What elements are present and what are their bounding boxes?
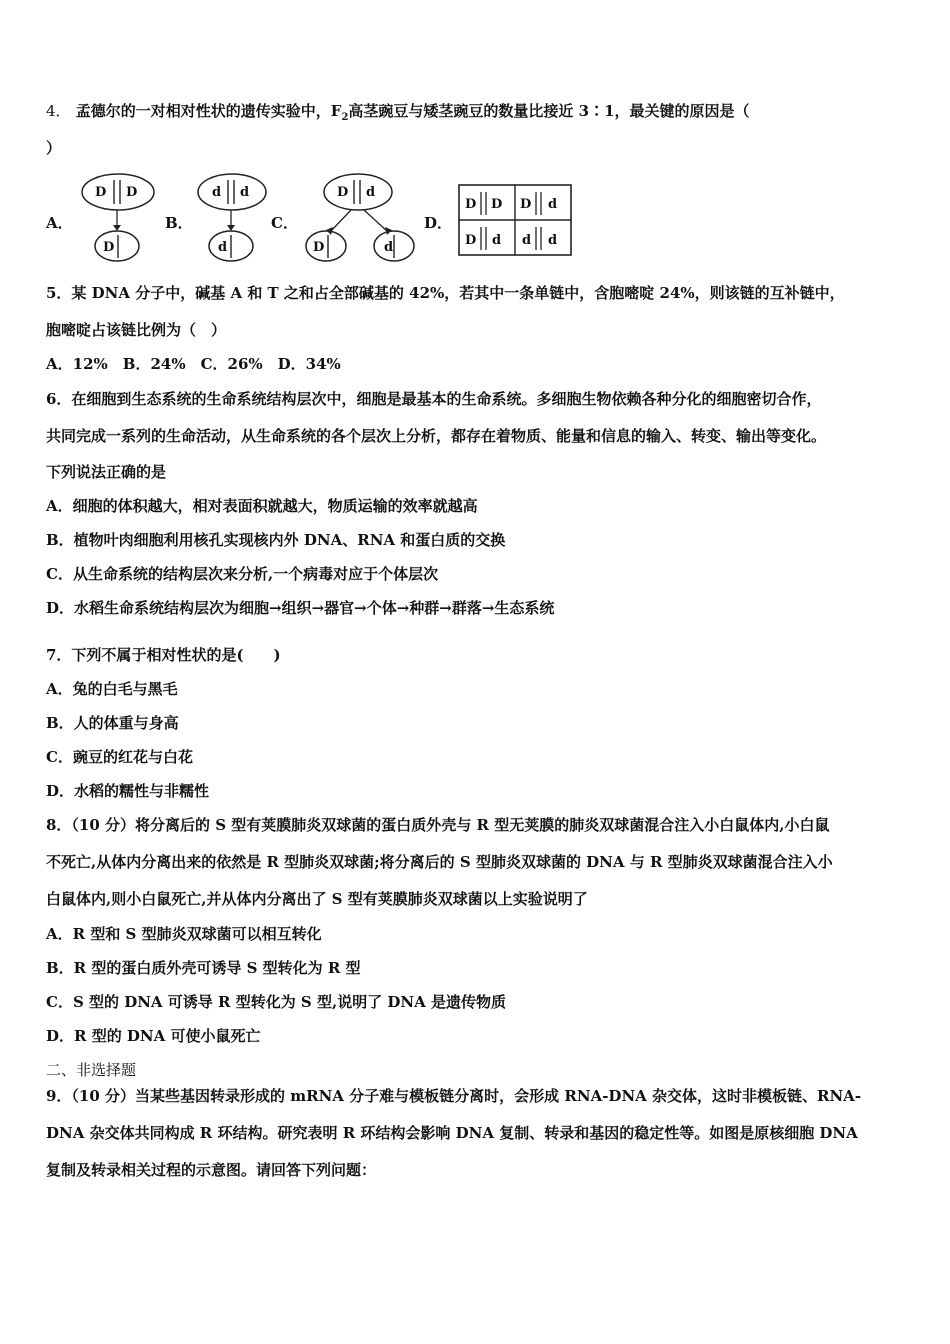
section-2-heading: 二、非选择题: [46, 1061, 137, 1079]
diagram-d-c4-right: d: [548, 233, 558, 248]
q4-option-a-label: A．: [46, 214, 73, 232]
q9-line-3: 复制及转录相关过程的示意图。请回答下列问题：: [46, 1161, 377, 1179]
q8-line-3: 白鼠体内,则小白鼠死亡,并从体内分离出了 S 型有荚膜肺炎双球菌以上实验说明了: [46, 890, 588, 908]
q6-line-1: 6．在细胞到生态系统的生命系统结构层次中，细胞是最基本的生命系统。多细胞生物依赖各种分化的细胞密切合作，: [46, 390, 822, 408]
diagram-b-top-right: d: [240, 185, 250, 200]
q6-option-a: A．细胞的体积越大，相对表面积就越大，物质运输的效率就越高: [46, 497, 478, 515]
diagram-a: [78, 172, 158, 264]
diagram-a-bottom: D: [103, 240, 115, 255]
diagram-d-c4-left: d: [522, 233, 532, 248]
q6-option-c: C．从生命系统的结构层次来分析,一个病毒对应于个体层次: [46, 565, 439, 583]
diagram-d-c2-right: d: [548, 197, 558, 212]
q4-stem: [46, 101, 750, 128]
diagram-b-bottom: d: [218, 240, 228, 255]
q5-line-2: 胞嘧啶占该链比例为（ ）: [46, 321, 227, 339]
q4-subscript: 2: [341, 112, 349, 123]
q4-text-after: 高茎豌豆与矮茎豌豆的数量比接近 3∶1，最关键的原因是（: [348, 102, 750, 120]
q8-option-d: D．R 型的 DNA 可使小鼠死亡: [46, 1027, 261, 1045]
diagram-d-c3-left: D: [465, 233, 477, 248]
diagram-c-top-right: d: [366, 185, 376, 200]
diagram-a-top-right: D: [126, 185, 138, 200]
q6-line-2: 共同完成一系列的生命活动，从生命系统的各个层次上分析，都存在着物质、能量和信息的输入、转变、输出等变化。: [46, 427, 827, 445]
q5-line-1: 5．某 DNA 分子中，碱基 A 和 T 之和占全部碱基的 42%，若其中一条单链中，含胞嘧啶 24%，则该链的互补链中，: [46, 284, 845, 302]
q5-options: A．12% B．24% C．26% D．34%: [46, 355, 341, 373]
q7-option-b: B．人的体重与身高: [46, 714, 179, 732]
q8-line-2: 不死亡,从体内分离出来的依然是 R 型肺炎双球菌;将分离后的 S 型肺炎双球菌的 DNA 与 R 型肺炎双球菌混合注入小: [46, 853, 833, 871]
diagram-d-c1-right: D: [491, 197, 503, 212]
diagram-b-top-left: d: [212, 185, 222, 200]
q4-close: ）: [46, 139, 62, 157]
q7-option-a: A．兔的白毛与黑毛: [46, 680, 178, 698]
q6-line-3: 下列说法正确的是: [46, 463, 167, 481]
q4-option-b-label: B．: [165, 214, 193, 232]
q7-option-c: C．豌豆的红花与白花: [46, 748, 193, 766]
diagram-a-top-left: D: [95, 185, 107, 200]
q8-option-a: A．R 型和 S 型肺炎双球菌可以相互转化: [46, 925, 322, 943]
q4-text-before: 孟德尔的一对相对性状的遗传实验中，F: [75, 102, 342, 120]
q9-line-1: 9．（10 分）当某些基因转录形成的 mRNA 分子难与模板链分离时，会形成 RNA-DNA 杂交体，这时非模板链、RNA-: [46, 1087, 862, 1105]
q4-option-d-label: D．: [424, 214, 453, 232]
q6-option-b: B．植物叶肉细胞利用核孔实现核内外 DNA、RNA 和蛋白质的交换: [46, 531, 506, 549]
q7-option-d: D．水稻的糯性与非糯性: [46, 782, 210, 800]
diagram-d-c2-left: D: [520, 197, 532, 212]
diagram-c: [296, 172, 426, 264]
q8-line-1: 8．（10 分）将分离后的 S 型有荚膜肺炎双球菌的蛋白质外壳与 R 型无荚膜的肺炎双球菌混合注入小白鼠体内,小白鼠: [46, 816, 830, 834]
diagram-d-c1-left: D: [465, 197, 477, 212]
q9-line-2: DNA 杂交体共同构成 R 环结构。研究表明 R 环结构会影响 DNA 复制、转录和基因的稳定性等。如图是原核细胞 DNA: [46, 1124, 858, 1142]
q8-option-b: B．R 型的蛋白质外壳可诱导 S 型转化为 R 型: [46, 959, 361, 977]
diagram-c-bottom-left: D: [313, 240, 325, 255]
diagram-d-c3-right: d: [492, 233, 502, 248]
diagram-d-cell-4: [522, 227, 557, 250]
diagram-d-cell-1: [465, 192, 502, 215]
diagram-d-cell-3: [465, 227, 501, 250]
q4-option-c-label: C．: [271, 214, 298, 232]
q8-option-c: C．S 型的 DNA 可诱导 R 型转化为 S 型,说明了 DNA 是遗传物质: [46, 993, 507, 1011]
diagram-c-top-left: D: [337, 185, 349, 200]
diagram-d-cell-2: [520, 192, 557, 215]
diagram-c-bottom-right: d: [384, 240, 394, 255]
q6-option-d: D．水稻生命系统结构层次为细胞→组织→器官→个体→种群→群落→生态系统: [46, 599, 555, 617]
q4-number: 4．: [46, 102, 71, 120]
diagram-d: [458, 184, 574, 258]
diagram-b: [194, 172, 274, 264]
q7-stem: 7．下列不属于相对性状的是( ): [46, 646, 281, 664]
